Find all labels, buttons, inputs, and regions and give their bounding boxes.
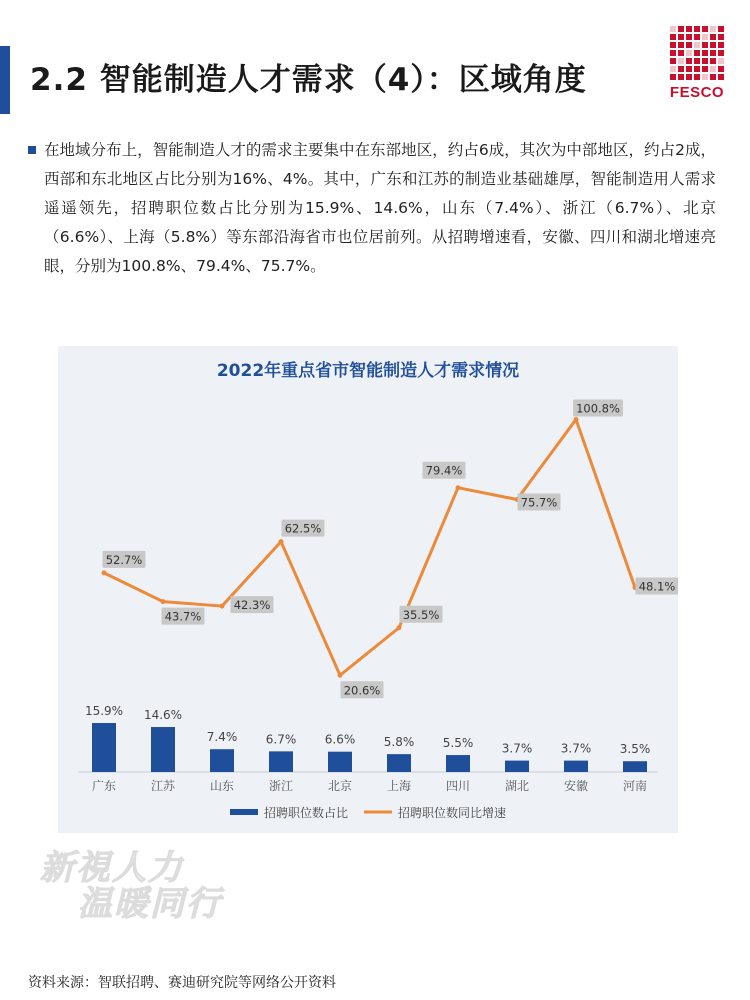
- logo-dot: [702, 66, 708, 72]
- logo-dot: [694, 58, 700, 64]
- title-accent-bar: [0, 46, 10, 114]
- bar-data-label: 7.4%: [206, 730, 238, 745]
- logo-dot: [686, 34, 692, 40]
- line-point: [161, 599, 166, 604]
- logo-dot: [678, 34, 684, 40]
- x-tick-label: 安徽: [563, 779, 589, 793]
- logo-dot: [710, 26, 716, 32]
- logo-dot: [686, 42, 692, 48]
- logo-dot: [718, 74, 724, 80]
- bar: [269, 751, 293, 772]
- bullet-square-icon: [28, 146, 36, 154]
- logo-dot: [686, 66, 692, 72]
- fesco-logo: [666, 26, 728, 106]
- logo-dot: [710, 66, 716, 72]
- logo-dot: [702, 42, 708, 48]
- logo-dot: [694, 66, 700, 72]
- bar-data-label: 5.5%: [442, 736, 474, 751]
- logo-dot: [670, 66, 676, 72]
- line-point: [456, 485, 461, 490]
- line-point: [102, 570, 107, 575]
- logo-dot: [694, 34, 700, 40]
- line-data-label: 20.6%: [343, 683, 381, 698]
- logo-dot: [718, 50, 724, 56]
- logo-dot: [710, 34, 716, 40]
- bar-data-label: 6.7%: [265, 732, 297, 747]
- logo-dot: [702, 34, 708, 40]
- x-tick-label: 江苏: [150, 779, 176, 793]
- line-data-label: 43.7%: [164, 609, 202, 624]
- x-tick-label: 浙江: [268, 779, 294, 793]
- line-point: [279, 539, 284, 544]
- x-tick-label: 湖北: [504, 779, 530, 793]
- line-data-label: 48.1%: [638, 579, 676, 594]
- line-data-label: 79.4%: [425, 463, 463, 478]
- bar: [505, 761, 529, 772]
- bar: [387, 754, 411, 772]
- logo-dot: [718, 34, 724, 40]
- legend-swatch-bar: [230, 809, 258, 815]
- bar-data-label: 3.7%: [560, 741, 592, 756]
- bar: [92, 723, 116, 772]
- legend-label: 招聘职位数占比: [264, 806, 349, 820]
- logo-dot: [678, 50, 684, 56]
- bar-data-label: 3.5%: [619, 742, 651, 757]
- bar-data-label: 3.7%: [501, 741, 533, 756]
- body-paragraph: 在地域分布上，智能制造人才的需求主要集中在东部地区，约占6成，其次为中部地区，约占2成，西部和东北地区占比分别为16%、4%。其中，广东和江苏的制造业基础雄厚，智能制造用人需求遥遥领先，招聘职位数占比分别为15.9%、14.6%，山东（7.4%）、浙江（6.7%）、北京（6.6%）、上海（5.8%）等东部沿海省市也位居前列。从招聘增速看，安徽、四川和湖北增速亮眼，分别为100.8%、79.4%、75.7%。: [44, 141, 716, 275]
- logo-dot: [686, 58, 692, 64]
- logo-dot: [718, 66, 724, 72]
- page-title: 2.2 智能制造人才需求（4）：区域角度: [30, 62, 587, 98]
- logo-dot: [670, 34, 676, 40]
- bar: [210, 749, 234, 772]
- logo-dot: [670, 26, 676, 32]
- bar: [564, 761, 588, 772]
- legend-label: 招聘职位数同比增速: [398, 806, 507, 820]
- logo-dot: [686, 26, 692, 32]
- logo-dot: [678, 42, 684, 48]
- line-data-label: 75.7%: [520, 495, 558, 510]
- logo-dot: [686, 50, 692, 56]
- bar: [446, 755, 470, 772]
- watermark: [40, 850, 222, 922]
- logo-dot: [718, 26, 724, 32]
- line-data-label: 42.3%: [233, 598, 271, 613]
- logo-dot: [678, 74, 684, 80]
- combo-chart: [58, 346, 678, 833]
- logo-dot: [710, 50, 716, 56]
- logo-dot: [694, 74, 700, 80]
- bar-data-label: 14.6%: [143, 708, 183, 723]
- line-data-label: 35.5%: [402, 607, 440, 622]
- chart-panel: [58, 346, 678, 833]
- bar: [328, 752, 352, 772]
- bar: [151, 727, 175, 772]
- source-note: 资料来源：智联招聘、赛迪研究院等网络公开资料: [28, 975, 336, 991]
- x-tick-label: 河南: [622, 779, 648, 793]
- logo-dot: [670, 42, 676, 48]
- logo-dot: [694, 26, 700, 32]
- x-tick-label: 山东: [209, 779, 235, 793]
- logo-dot: [678, 58, 684, 64]
- logo-dot: [694, 50, 700, 56]
- bar-data-label: 5.8%: [383, 735, 415, 750]
- bar: [623, 761, 647, 772]
- logo-dot: [694, 42, 700, 48]
- line-data-label: 52.7%: [105, 552, 143, 567]
- line-point: [338, 673, 343, 678]
- logo-text: FESCO: [669, 84, 725, 101]
- logo-dot: [718, 42, 724, 48]
- logo-dot: [686, 74, 692, 80]
- logo-dot: [710, 58, 716, 64]
- logo-dot: [710, 42, 716, 48]
- logo-dot: [670, 50, 676, 56]
- watermark-line: 新視人力: [40, 848, 184, 888]
- logo-dot: [702, 58, 708, 64]
- chart-title: 2022年重点省市智能制造人才需求情况: [216, 361, 520, 381]
- logo-dot: [670, 58, 676, 64]
- line-point: [574, 417, 579, 422]
- x-tick-label: 上海: [386, 779, 412, 793]
- logo-dot: [702, 50, 708, 56]
- line-data-label: 62.5%: [284, 521, 322, 536]
- watermark-line: 温暖同行: [78, 884, 222, 924]
- line-point: [397, 625, 402, 630]
- bar-data-label: 6.6%: [324, 732, 356, 747]
- logo-dot: [678, 66, 684, 72]
- x-tick-label: 四川: [445, 779, 471, 793]
- logo-dot-grid: [670, 26, 724, 80]
- line-data-label: 100.8%: [576, 401, 620, 416]
- logo-dot: [710, 74, 716, 80]
- logo-dot: [670, 74, 676, 80]
- line-point: [220, 604, 225, 609]
- logo-dot: [678, 26, 684, 32]
- growth-line: [104, 419, 635, 675]
- x-tick-label: 广东: [91, 779, 117, 793]
- bar-data-label: 15.9%: [84, 704, 124, 719]
- logo-dot: [702, 26, 708, 32]
- logo-dot: [702, 74, 708, 80]
- logo-dot: [718, 58, 724, 64]
- x-tick-label: 北京: [327, 779, 353, 793]
